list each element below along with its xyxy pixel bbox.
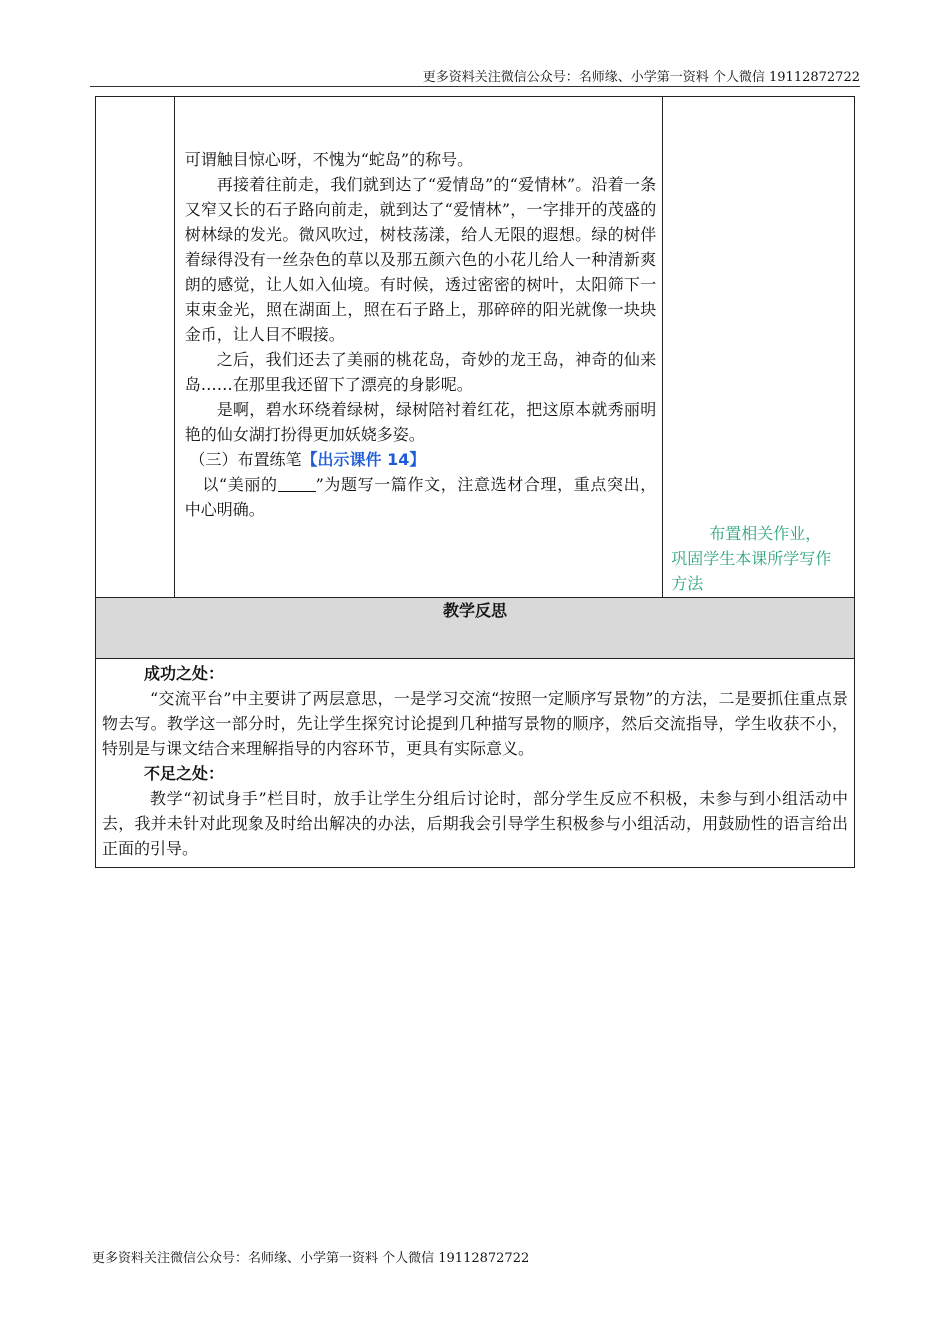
courseware-cue: 【出示课件 14】 — [301, 450, 426, 469]
lesson-paragraph-1: 可谓触目惊心呀，不愧为“蛇岛”的称号。 — [184, 150, 474, 169]
lesson-paragraph-3: 之后，我们还去了美丽的桃花岛，奇妙的龙王岛，神奇的仙来岛……在那里我还留下了漂亮的身影呢。 — [184, 350, 657, 394]
step-column-cell — [96, 97, 175, 598]
success-heading: 成功之处： — [144, 664, 225, 683]
page-footer: 更多资料关注微信公众号：名师缘、小学第一资料 个人微信 19112872722 — [92, 1251, 530, 1266]
reflection-body-row — [96, 659, 855, 868]
shortfall-text: 教学“初试身手”栏目时，放手让学生分组后讨论时，部分学生反应不积极，未参与到小组活动中去，我并未针对此现象及时给出解决的办法，后期我会引导学生积极参与小组活动，用鼓励性的语言给出正面的引导。 — [102, 789, 848, 858]
lesson-plan-table — [95, 96, 855, 868]
design-intent-line-1: 布置相关作业， — [709, 524, 822, 543]
shortfall-heading: 不足之处： — [144, 764, 225, 783]
title-blank — [278, 475, 316, 492]
lesson-paragraph-4: 是啊，碧水环绕着绿树，绿树陪衬着红花，把这原本就秀丽明艳的仙女湖打扮得更加妖娆多姿。 — [184, 400, 657, 444]
header-divider — [90, 86, 860, 87]
design-intent-line-2: 巩固学生本课所学写作方法 — [671, 549, 832, 593]
page-header: 更多资料关注微信公众号：名师缘、小学第一资料 个人微信 19112872722 — [422, 70, 860, 85]
reflection-title-row — [96, 598, 855, 659]
writing-task-suffix: ”为题写一篇作文，注意选材合理，重点突出，中心明确。 — [184, 475, 657, 519]
writing-task — [185, 472, 657, 522]
teaching-process-row — [96, 97, 855, 598]
content-cell — [174, 97, 663, 598]
reflection-title: 教学反思 — [96, 598, 855, 659]
practice-heading — [185, 447, 657, 472]
success-text: “交流平台”中主要讲了两层意思，一是学习交流“按照一定顺序写景物”的方法，二是要抓住重点景物去写。教学这一部分时，先让学生探究讨论提到几种描写景物的顺序，然后交流指导，学生收获不小，特别是与课文结合来理解指导的内容环节，更具有实际意义。 — [102, 689, 848, 758]
reflection-body-cell — [96, 659, 855, 868]
practice-label: （三）布置练笔 — [189, 450, 302, 469]
lesson-paragraph-2: 再接着往前走，我们就到达了“爱情岛”的“爱情林”。沿着一条又窄又长的石子路向前走，就到达了“爱情林”，一字排开的茂盛的树林绿的发光。微风吹过，树枝荡漾，给人无限的遐想。绿的树伴着绿得没有一丝杂色的草以及那五颜六色的小花儿给人一种清新爽朗的感觉，让人如入仙境。有时候，透过密密的树叶，太阳筛下一束束金光，照在湖面上，照在石子路上，那碎碎的阳光就像一块块金币，让人目不暇接。 — [184, 175, 657, 344]
writing-task-prefix: 以“美丽的 — [202, 475, 278, 494]
design-intent-cell — [663, 97, 855, 598]
design-intent-note — [671, 521, 846, 596]
lesson-content — [175, 97, 663, 522]
reflection-content — [96, 659, 854, 867]
